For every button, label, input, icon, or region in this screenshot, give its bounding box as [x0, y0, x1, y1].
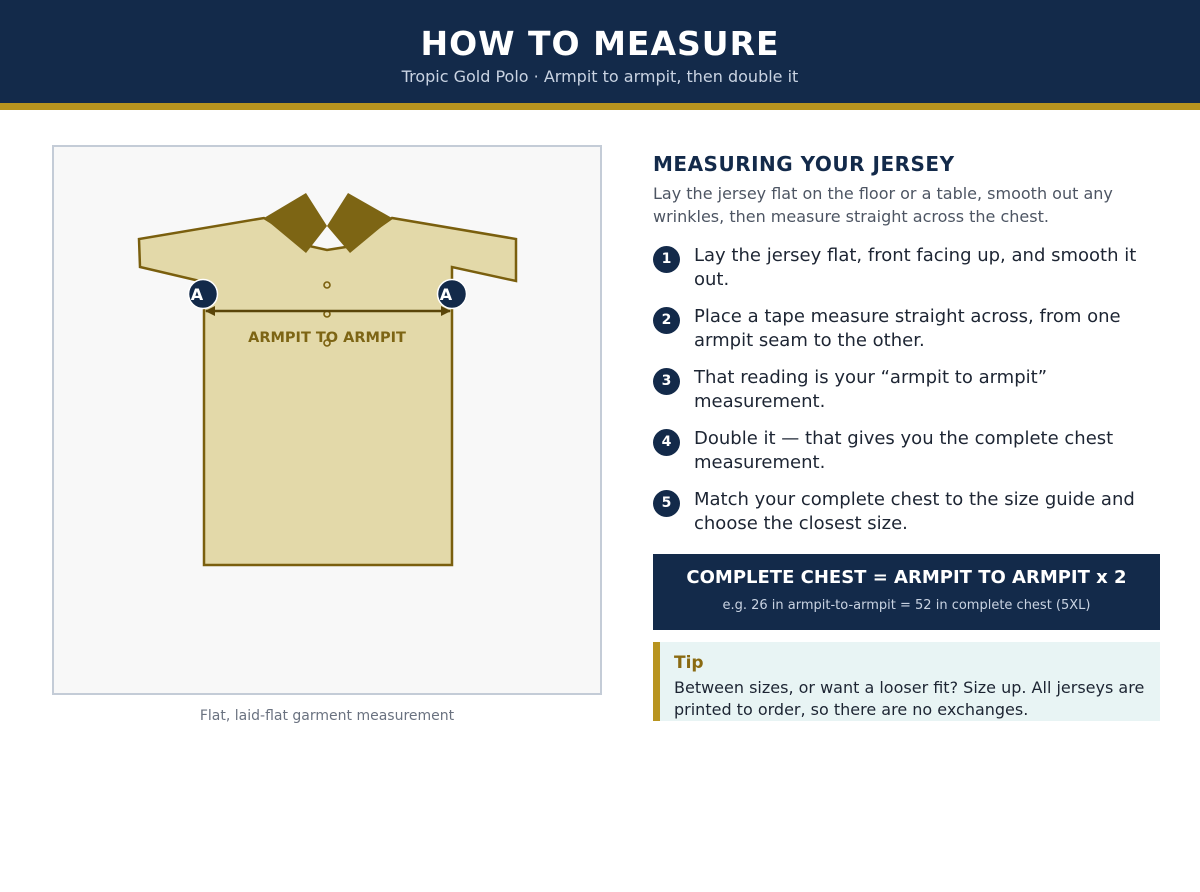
step-item [653, 244, 1160, 305]
step-text: That reading is your “armpit to armpit” measurement. [694, 367, 1048, 412]
tip-text: Between sizes, or want a looser fit? Size up. All jerseys are printed to order, so there are no exchanges. [674, 678, 1145, 719]
intro-text: Lay the jersey flat on the floor or a table, smooth out any wrinkles, then measure straight across the chest. [653, 184, 1113, 226]
formula-text: COMPLETE CHEST = ARMPIT TO ARMPIT x 2 [686, 567, 1127, 588]
step-item [653, 305, 1160, 366]
page-title: HOW TO MEASURE [420, 24, 780, 63]
tip-box [653, 642, 1160, 721]
step-item [653, 488, 1160, 549]
formula-box [653, 554, 1160, 630]
step-text: Match your complete chest to the size guide and choose the closest size. [694, 489, 1135, 534]
step-number: 5 [653, 490, 680, 517]
armpit-marker-right-label: A [439, 285, 453, 304]
garment-figure [52, 145, 602, 695]
polo-shirt-outline [139, 218, 516, 565]
step-text: Double it — that gives you the complete chest measurement. [694, 428, 1114, 473]
header-accent-bar [0, 103, 1200, 110]
formula-example: e.g. 26 in armpit-to-armpit = 52 in complete chest (5XL) [722, 598, 1091, 613]
step-text: Lay the jersey flat, front facing up, and smooth it out. [694, 245, 1137, 290]
step-item [653, 427, 1160, 488]
step-number: 4 [653, 429, 680, 456]
step-number: 3 [653, 368, 680, 395]
section-heading: MEASURING YOUR JERSEY [653, 152, 955, 176]
step-text: Place a tape measure straight across, from one armpit seam to the other. [694, 306, 1121, 351]
figure-caption: Flat, laid-flat garment measurement [199, 708, 455, 724]
steps-list [653, 244, 1160, 549]
page-subtitle: Tropic Gold Polo · Armpit to armpit, then double it [401, 67, 799, 86]
armpit-marker-left-label: A [190, 285, 204, 304]
polo-diagram [54, 147, 600, 693]
measurement-label: ARMPIT TO ARMPIT [248, 330, 406, 346]
header [0, 0, 1200, 103]
step-number: 2 [653, 307, 680, 334]
tip-title: Tip [674, 653, 704, 673]
step-number: 1 [653, 246, 680, 273]
step-item [653, 366, 1160, 427]
